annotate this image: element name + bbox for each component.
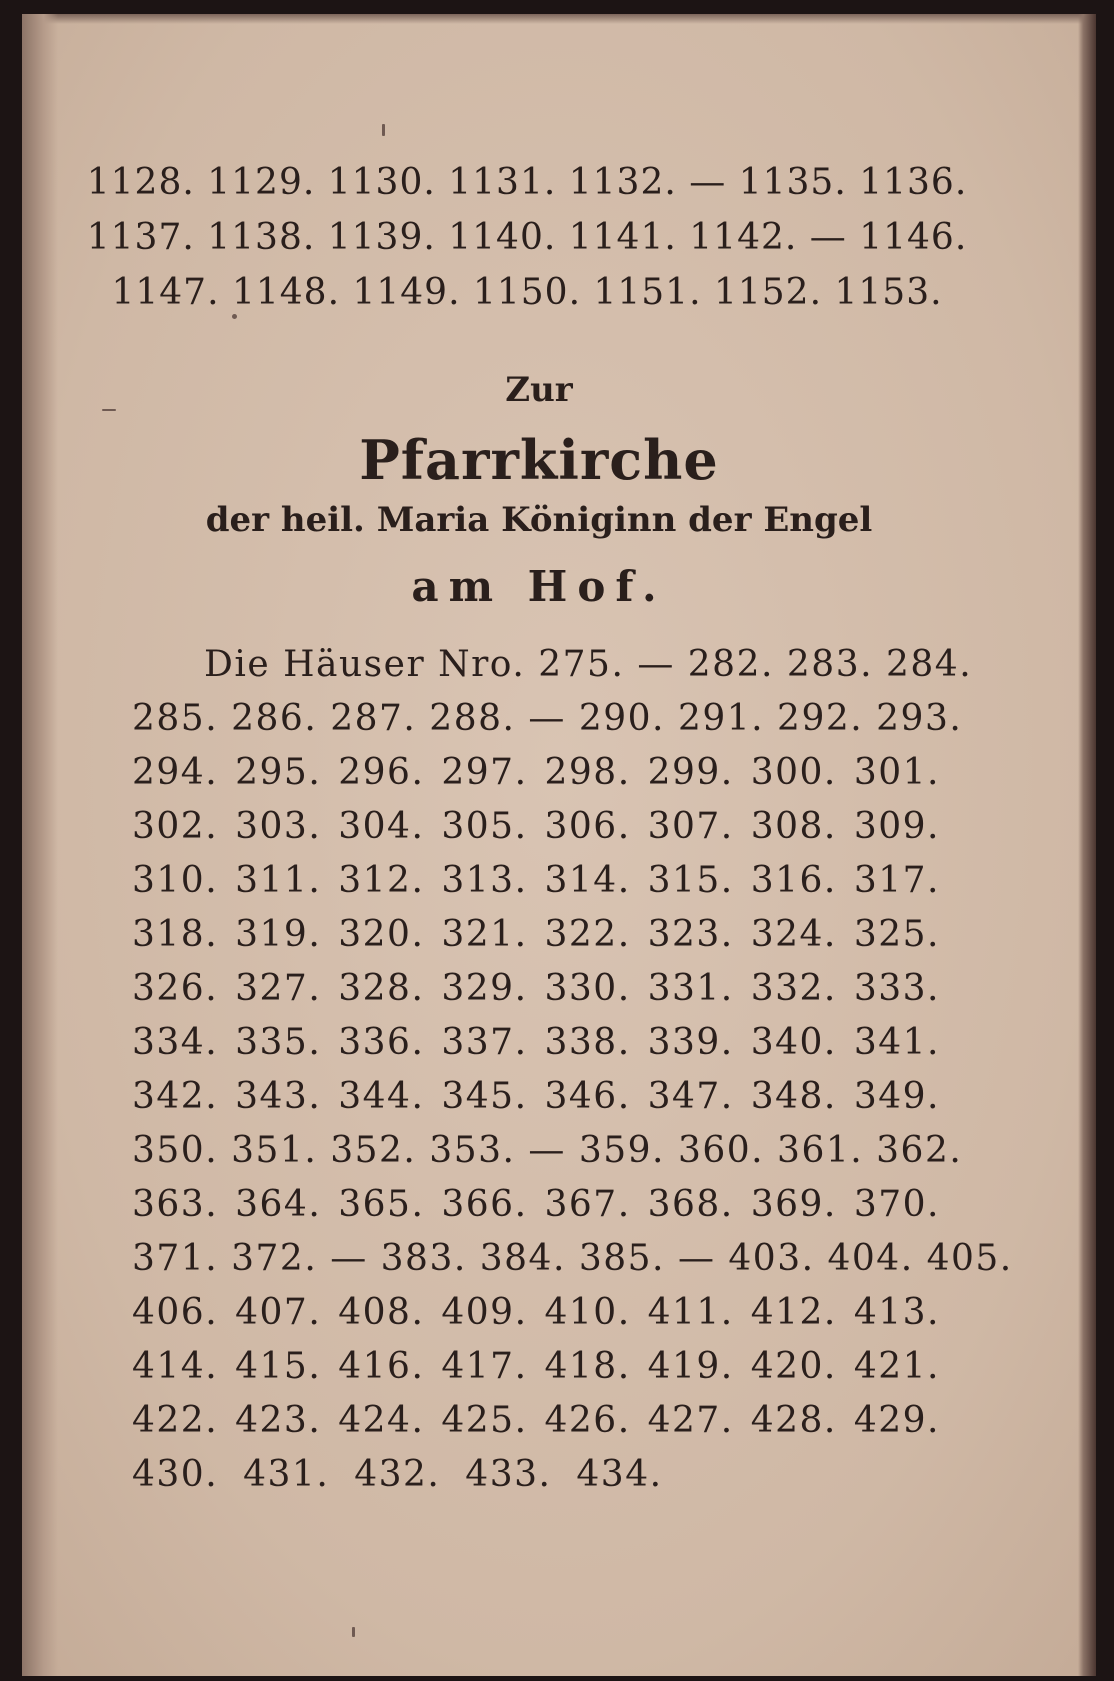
page-edge-shadow (1078, 14, 1096, 1676)
house-numbers-line: 363. 364. 365. 366. 367. 368. 369. 370. (132, 1184, 940, 1225)
top-number-line: 1128. 1129. 1130. 1131. 1132. — 1135. 1136. (86, 162, 968, 203)
house-numbers-line: 371. 372. — 383. 384. 385. — 403. 404. 405. (132, 1238, 1013, 1279)
page-top-edge (22, 14, 1096, 24)
house-numbers-line: 406. 407. 408. 409. 410. 411. 412. 413. (132, 1292, 940, 1333)
house-numbers-line: 414. 415. 416. 417. 418. 419. 420. 421. (132, 1346, 940, 1387)
page-gutter-shadow (22, 14, 58, 1676)
house-numbers-line: 350. 351. 352. 353. — 359. 360. 361. 362. (132, 1130, 963, 1171)
paper-speck (352, 1627, 355, 1637)
house-numbers-line: 318. 319. 320. 321. 322. 323. 324. 325. (132, 914, 940, 955)
heading-subtitle: der heil. Maria Königinn der Engel (205, 500, 873, 540)
book-page (22, 14, 1096, 1676)
heading-title: Pfarrkirche (359, 428, 719, 492)
heading-zur: Zur (505, 370, 573, 410)
paper-speck (232, 314, 237, 319)
house-numbers-line: 326. 327. 328. 329. 330. 331. 332. 333. (132, 968, 940, 1009)
house-numbers-line: 310. 311. 312. 313. 314. 315. 316. 317. (132, 860, 940, 901)
house-numbers-line: 334. 335. 336. 337. 338. 339. 340. 341. (132, 1022, 940, 1063)
house-numbers-line: 422. 423. 424. 425. 426. 427. 428. 429. (132, 1400, 940, 1441)
house-numbers-line: Die Häuser Nro. 275. — 282. 283. 284. (204, 644, 973, 685)
top-number-line: 1147. 1148. 1149. 1150. 1151. 1152. 1153. (111, 272, 943, 313)
house-numbers-line: 342. 343. 344. 345. 346. 347. 348. 349. (132, 1076, 940, 1117)
top-number-line: 1137. 1138. 1139. 1140. 1141. 1142. — 1146. (86, 217, 968, 258)
house-numbers-line: 430. 431. 432. 433. 434. (132, 1454, 663, 1495)
house-numbers-line: 294. 295. 296. 297. 298. 299. 300. 301. (132, 752, 940, 793)
house-numbers-line: 302. 303. 304. 305. 306. 307. 308. 309. (132, 806, 940, 847)
house-numbers-line: 285. 286. 287. 288. — 290. 291. 292. 293. (132, 698, 963, 739)
paper-speck (102, 409, 116, 411)
heading-location: am Hof. (411, 562, 667, 611)
paper-speck (382, 124, 385, 136)
